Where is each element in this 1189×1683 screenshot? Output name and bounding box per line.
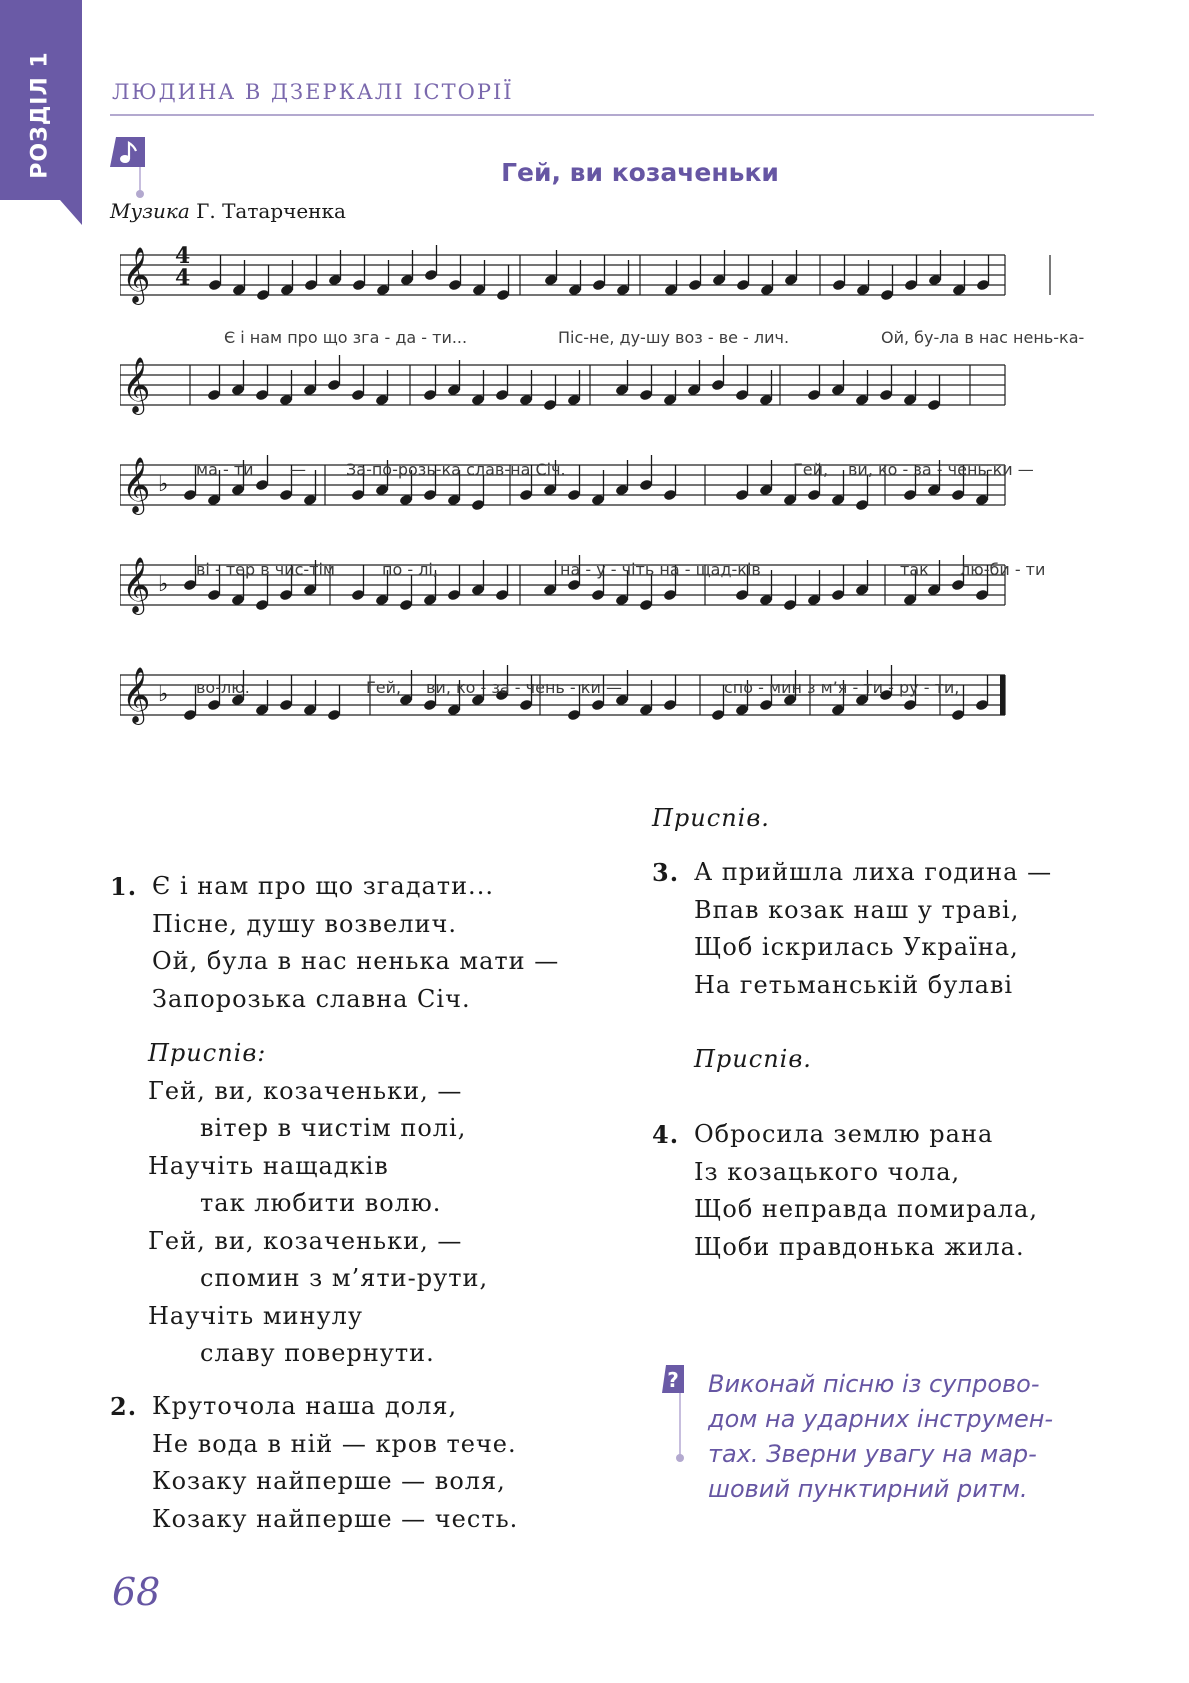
time-signature-top: 4 [175,243,191,269]
verse-number: 4. [652,1120,680,1149]
verse-line: Козаку найперше — воля, [152,1467,506,1495]
treble-clef-icon: 𝄞 [122,457,151,513]
score-lyric: ви, ко - за - чень - ки — [426,678,622,697]
score-lyric: Гей, [366,678,402,697]
verse-line: Із козацького чола, [694,1157,961,1186]
score-lyric: по - лі, [382,560,438,579]
header-divider [110,114,1094,116]
flat-sign-icon: ♭ [158,682,169,707]
treble-clef-icon: 𝄞 [122,667,151,723]
sheet-music [120,235,1090,795]
verse-number: 2. [110,1392,138,1421]
chorus-label: Приспів: [148,1039,267,1067]
chorus-line: Научіть нащадків [148,1151,389,1180]
score-lyric: ма - ти [196,460,254,479]
task-line: дом на ударних інструмен- [708,1405,1054,1433]
chapter-title: ЛЮДИНА В ДЗЕРКАЛІ ІСТОРІЇ [112,80,514,104]
verse-number: 1. [110,872,138,901]
score-lyric: на - у - чіть на - щад-ків [560,560,761,579]
score-lyric: — [290,460,306,479]
chorus-line: спомин з м’яти-рути, [200,1264,489,1292]
verse-line: Впав козак наш у траві, [694,895,1020,924]
treble-clef-icon: 𝄞 [122,357,151,413]
chorus-line: Гей, ви, козаченьки, — [148,1226,463,1255]
chorus-line: Гей, ви, козаченьки, — [148,1076,463,1105]
verse-3 [652,854,1053,1004]
score-lyric: Є і нам про що зга - да - ти... [224,328,468,347]
verse-line: Козаку найперше — честь. [152,1504,519,1533]
score-lyric: Ой, бу-ла в нас нень-ка- [881,328,1085,347]
chorus-line: вітер в чистім полі, [200,1114,467,1142]
question-icon [662,1365,684,1465]
score-lyric: лю-би - ти [960,560,1046,579]
page-number: 68 [112,1570,161,1614]
music-note-icon [110,137,145,199]
composer-credit [110,199,346,223]
score-lyric: спо - мин з м’я - ти - ру - ти, [724,678,960,697]
section-tab-label-box [22,40,58,190]
score-lyric: За-по-розь-ка слав-на Січ. [346,460,566,479]
flat-sign-icon: ♭ [158,572,169,597]
score-lyric: ви, ко - за - чень-ки — [848,460,1034,479]
score-lyric: во-лю. [196,678,250,697]
score-lyric: Гей, [793,460,829,479]
verse-4 [652,1116,1038,1266]
verse-line: Запорозька славна Січ. [152,984,471,1013]
task-instruction [708,1367,1108,1507]
verse-line: На гетьманській булаві [694,970,1014,999]
time-signature-bottom: 4 [175,265,191,291]
verse-line: Щоб неправда помирала, [694,1195,1038,1223]
chorus-label: Приспів. [694,1045,812,1073]
verse-line: А прийшла лиха година — [694,858,1053,886]
verse-number: 3. [652,858,680,887]
verse-line: Ой, була в нас ненька мати — [152,947,560,975]
verse-line: Є і нам про що згадати... [152,872,494,900]
verse-line: Не вода в ній — кров тече. [152,1429,517,1458]
chorus-line: славу повернути. [200,1339,435,1367]
verse-1 [110,868,560,1018]
task-line: шовий пунктирний ритм. [708,1475,1028,1503]
verse-line: Круточола наша доля, [152,1392,458,1420]
section-tab-label: РОЗДІЛ 1 [27,51,53,179]
verse-2 [110,1388,519,1538]
treble-clef-icon: 𝄞 [122,557,151,613]
chorus-line: Научіть минулу [148,1301,364,1330]
task-line: Виконай пісню із супрово- [708,1370,1040,1398]
chorus-line: так любити волю. [200,1189,442,1217]
task-line: тах. Зверни увагу на мар- [708,1440,1037,1468]
chorus [148,1035,488,1373]
chorus-label: Приспів. [652,804,770,832]
flat-sign-icon: ♭ [158,472,169,497]
verse-line: Щоб іскрилась Україна, [694,933,1019,961]
composer-prefix: Музика [110,199,190,223]
score-lyric: так [900,560,929,579]
treble-clef-icon: 𝄞 [122,247,151,303]
svg-text:?: ? [667,1368,679,1392]
verse-line: Обросила землю рана [694,1120,994,1148]
composer-name: Г. Татарченка [196,199,346,223]
verse-line: Пісне, душу возвелич. [152,909,457,938]
verse-line: Щоби правдонька жила. [694,1232,1025,1261]
score-lyric: Піс-не, ду-шу воз - ве - лич. [558,328,790,347]
song-title: Гей, ви козаченьки [501,158,779,187]
score-lyric: ві - тер в чис-тім [196,560,335,579]
